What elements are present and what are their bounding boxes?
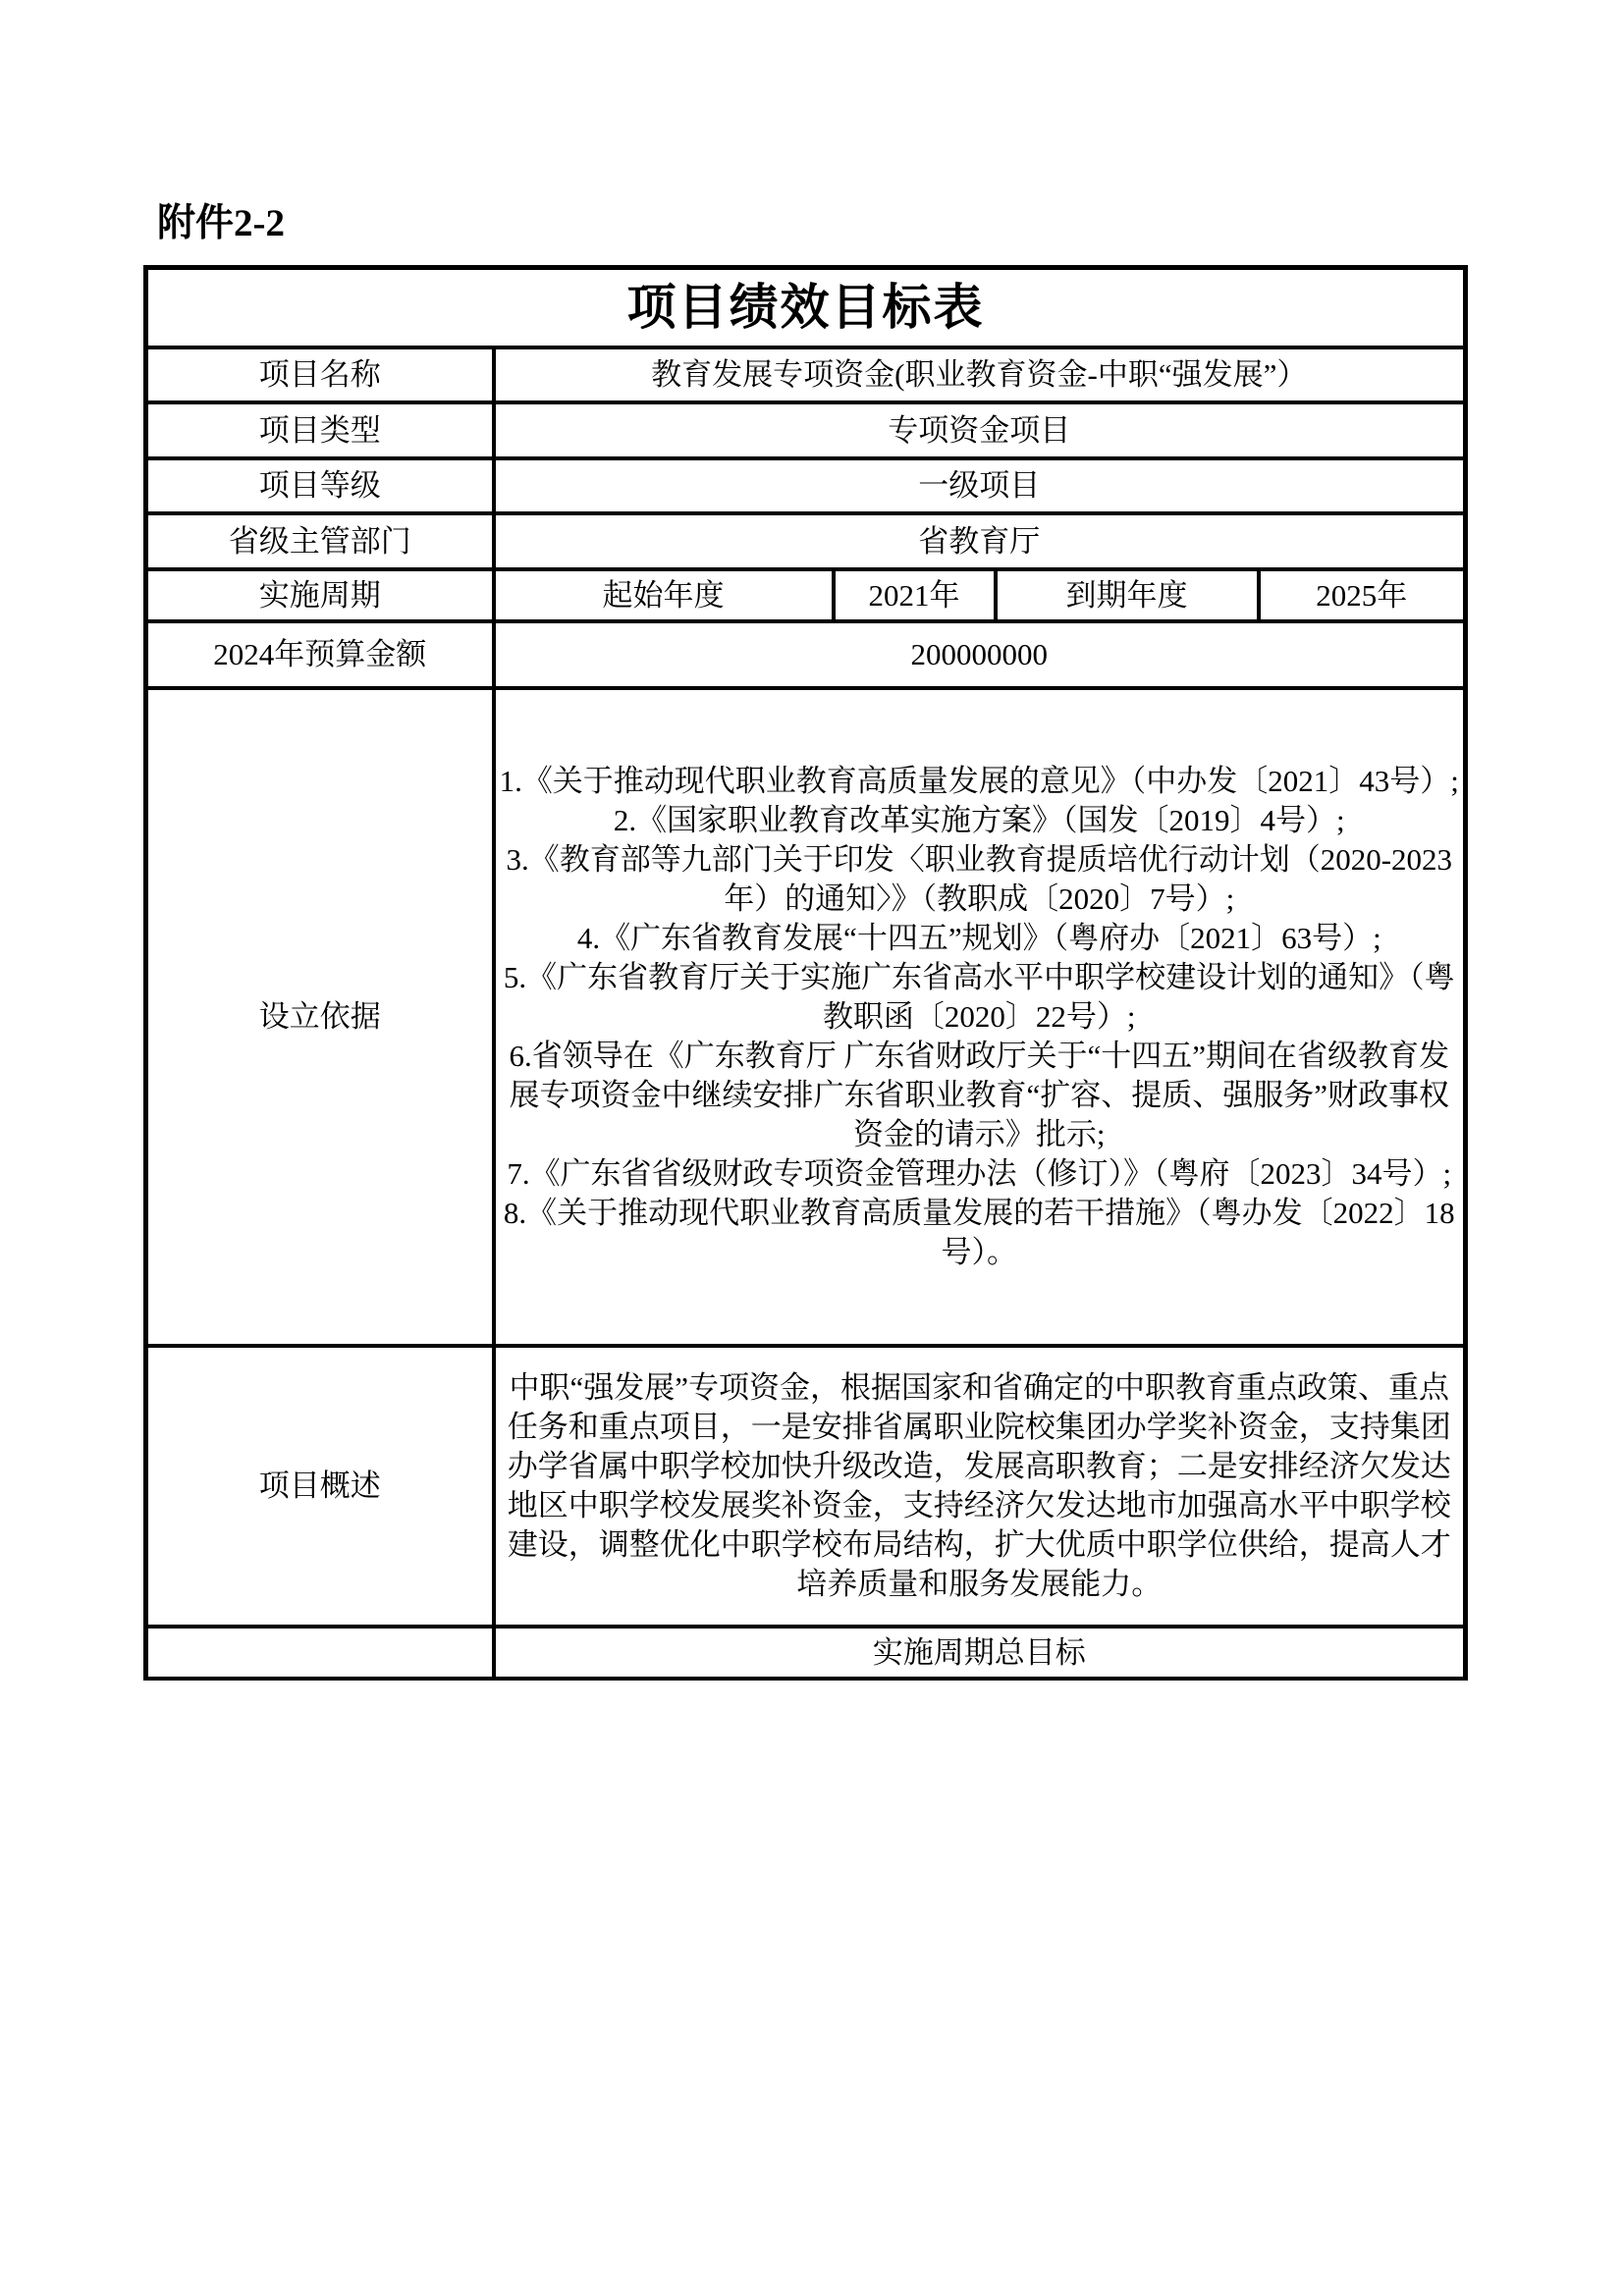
basis-label: 设立依据: [146, 688, 494, 1346]
project-level-value: 一级项目: [494, 458, 1466, 513]
budget-row: [146, 621, 1466, 688]
budget-value: 200000000: [494, 621, 1466, 688]
department-row: [146, 513, 1466, 569]
total-goal-empty-cell: [146, 1627, 494, 1679]
basis-item: 2.《国家职业教育改革实施方案》（国发〔2019〕4号）;: [613, 803, 1345, 837]
total-goal-header: 实施周期总目标: [494, 1627, 1466, 1679]
period-start-value: 2021年: [834, 569, 996, 621]
period-end-label: 到期年度: [996, 569, 1259, 621]
department-label: 省级主管部门: [146, 513, 494, 569]
project-level-label: 项目等级: [146, 458, 494, 513]
title-row: [146, 268, 1466, 348]
department-value: 省教育厅: [494, 513, 1466, 569]
project-type-value: 专项资金项目: [494, 402, 1466, 458]
period-row: [146, 569, 1466, 621]
period-end-value: 2025年: [1259, 569, 1466, 621]
project-name-label: 项目名称: [146, 347, 494, 402]
overview-label: 项目概述: [146, 1346, 494, 1627]
period-label: 实施周期: [146, 569, 494, 621]
performance-target-table: [143, 265, 1468, 1681]
project-type-label: 项目类型: [146, 402, 494, 458]
period-start-label: 起始年度: [494, 569, 834, 621]
project-type-row: [146, 402, 1466, 458]
overview-row: [146, 1346, 1466, 1627]
basis-item: 6.省领导在《广东教育厅 广东省财政厅关于“十四五”期间在省级教育发展专项资金中继续安排广东省职业教育“扩容、提质、强服务”财政事权资金的请示》批示;: [509, 1039, 1450, 1151]
basis-item: 3.《教育部等九部门关于印发〈职业教育提质培优行动计划（2020-2023年）的通知〉》（教职成〔2020〕7号）;: [506, 842, 1453, 916]
project-level-row: [146, 458, 1466, 513]
table-title: 项目绩效目标表: [146, 268, 1466, 348]
basis-item: 5.《广东省教育厅关于实施广东省高水平中职学校建设计划的通知》（粤教职函〔2020〕22号）;: [503, 960, 1455, 1034]
basis-value: [494, 688, 1466, 1346]
overview-value: 中职“强发展”专项资金，根据国家和省确定的中职教育重点政策、重点任务和重点项目，一是安排省属职业院校集团办学奖补资金，支持集团办学省属中职学校加快升级改造，发展高职教育；二是安排经济欠发达地区中职学校发展奖补资金，支持经济欠发达地市加强高水平中职学校建设，调整优化中职学校布局结构，扩大优质中职学位供给，提高人才培养质量和服务发展能力。: [494, 1346, 1466, 1627]
basis-item: 4.《广东省教育发展“十四五”规划》（粤府办〔2021〕63号）;: [576, 921, 1381, 955]
total-goal-row: [146, 1627, 1466, 1679]
basis-item: 1.《关于推动现代职业教育高质量发展的意见》（中办发〔2021〕43号）;: [499, 764, 1459, 798]
attachment-label: 附件2-2: [157, 202, 285, 244]
basis-item: 7.《广东省省级财政专项资金管理办法（修订）》（粤府〔2023〕34号）;: [507, 1156, 1452, 1191]
budget-label: 2024年预算金额: [146, 621, 494, 688]
basis-row: [146, 688, 1466, 1346]
project-name-value: 教育发展专项资金(职业教育资金-中职“强发展”）: [494, 347, 1466, 402]
basis-item: 8.《关于推动现代职业教育高质量发展的若干措施》（粤办发〔2022〕18号）。: [503, 1196, 1455, 1269]
project-name-row: [146, 347, 1466, 402]
